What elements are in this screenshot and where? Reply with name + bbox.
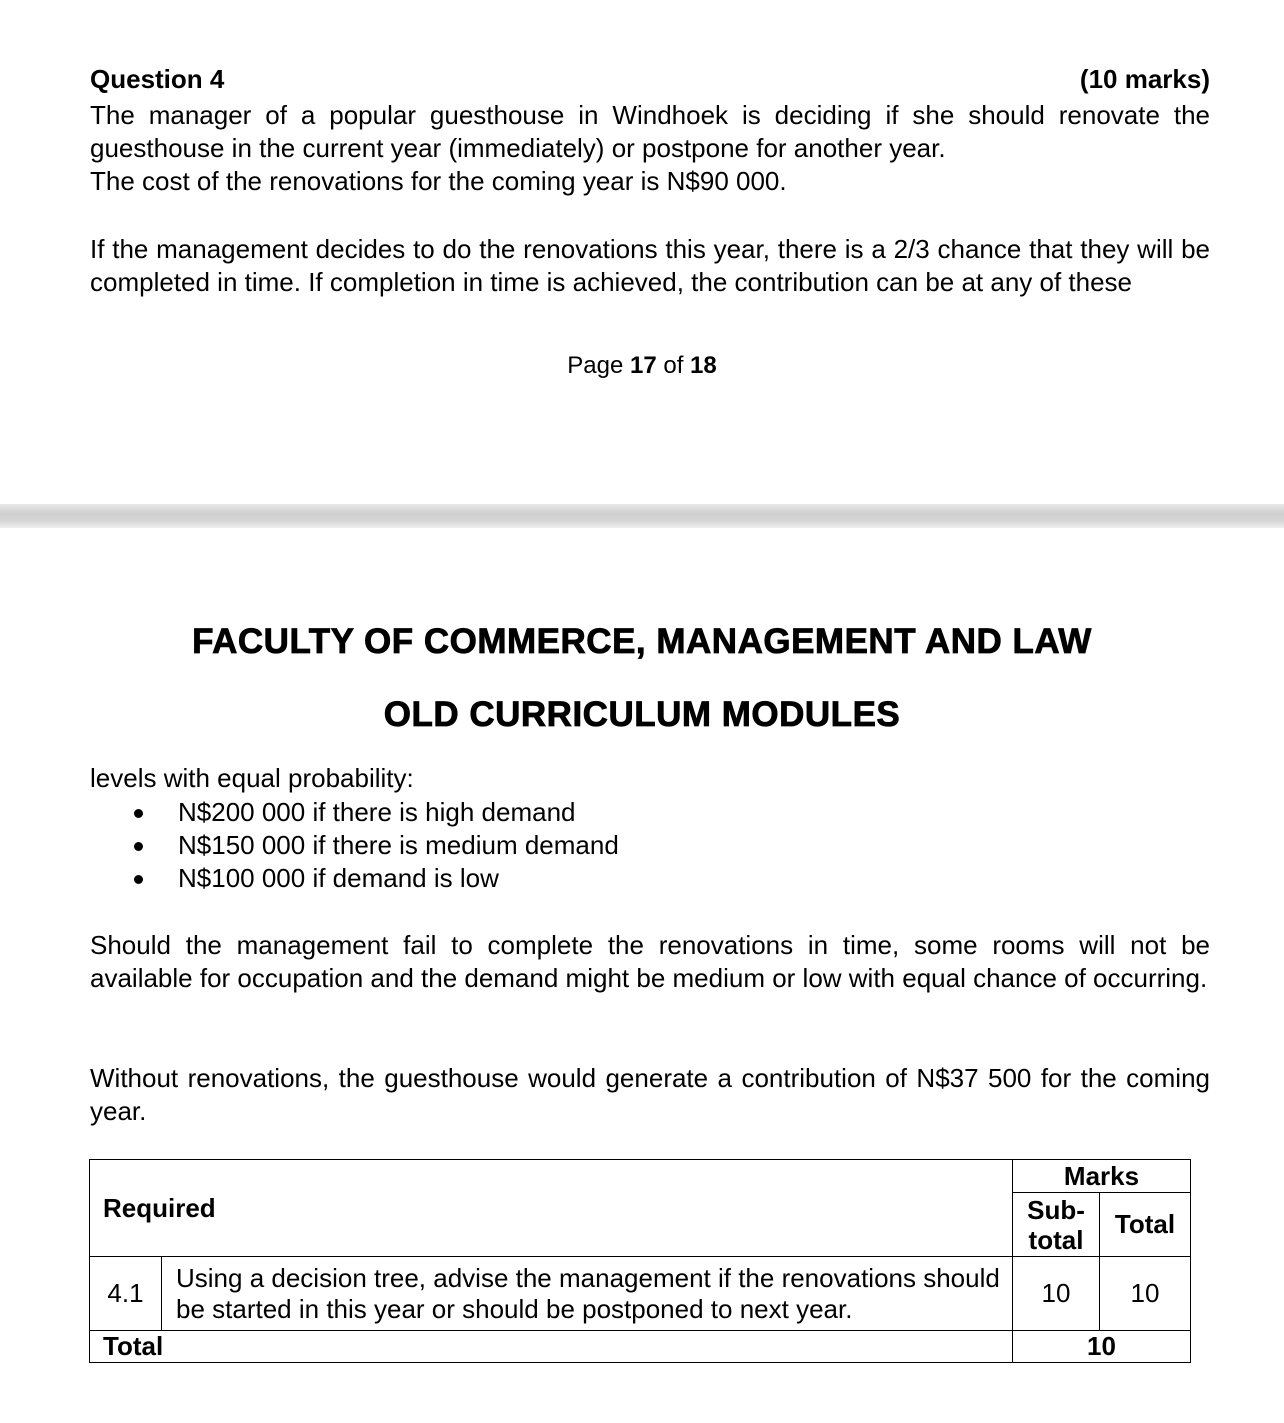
page-footer xyxy=(0,352,1284,380)
page-of: of xyxy=(663,352,684,379)
paragraph-4: Without renovations, the guesthouse would generate a contribution of N$37 500 for the coming year. xyxy=(90,1063,1210,1126)
paragraph-1b-text: The cost of the renovations for the coming year is N$90 000. xyxy=(90,166,787,196)
subtotal-header-line-1: Sub- xyxy=(1027,1194,1085,1225)
page-current: 17 xyxy=(629,352,657,379)
row-text: Using a decision tree, advise the management if the renovations should be started in this year or should be postponed to next year. xyxy=(162,1257,1013,1331)
row-number: 4.1 xyxy=(90,1257,162,1331)
paragraph-3: Should the management fail to complete the renovations in time, some rooms will not be available for occupation and the demand might be medium or low with equal chance of occurring. xyxy=(90,930,1210,993)
row-total: 10 xyxy=(1100,1257,1191,1331)
paragraph-1-text: The manager of a popular guesthouse in Windhoek is deciding if she should renovate the guesthouse in the current year (immediately) or postpone for another year. xyxy=(90,100,1210,163)
total-footer-value: 10 xyxy=(1013,1331,1191,1363)
bullet-text: N$100 000 if demand is low xyxy=(178,863,499,893)
bullet-icon xyxy=(134,875,143,884)
required-marks-table xyxy=(89,1159,1191,1363)
total-footer-label: Total xyxy=(90,1331,1013,1363)
curriculum-heading: OLD CURRICULUM MODULES xyxy=(383,695,901,734)
demand-bullet-list xyxy=(90,796,619,895)
required-header-cell xyxy=(90,1160,1013,1257)
page-divider xyxy=(0,504,1284,528)
levels-text: levels with equal probability: xyxy=(90,763,414,793)
bullet-text: N$200 000 if there is high demand xyxy=(178,797,576,827)
bullet-item xyxy=(90,829,619,862)
page-prefix: Page xyxy=(567,352,624,379)
subtotal-header xyxy=(1013,1193,1100,1257)
marks-header: Marks xyxy=(1013,1160,1191,1193)
total-header: Total xyxy=(1100,1193,1191,1257)
bullet-text: N$150 000 if there is medium demand xyxy=(178,830,619,860)
question-paragraph-1 xyxy=(90,99,1210,198)
required-header: Required xyxy=(103,1192,216,1223)
bullet-icon xyxy=(134,809,143,818)
row-subtotal: 10 xyxy=(1013,1257,1100,1331)
question-marks: (10 marks) xyxy=(1079,64,1210,94)
bullet-icon xyxy=(134,842,143,851)
bullet-item xyxy=(90,796,619,829)
subtotal-header-line-2: total xyxy=(1028,1224,1084,1255)
question-paragraph-2: If the management decides to do the renovations this year, there is a 2/3 chance that they will be completed in time. If completion in time is achieved, the contribution can be at any of these xyxy=(90,234,1210,297)
question-title: Question 4 xyxy=(90,64,225,94)
bullet-item xyxy=(90,862,619,895)
faculty-heading: FACULTY OF COMMERCE, MANAGEMENT AND LAW xyxy=(192,622,1092,661)
page-total: 18 xyxy=(690,352,717,379)
